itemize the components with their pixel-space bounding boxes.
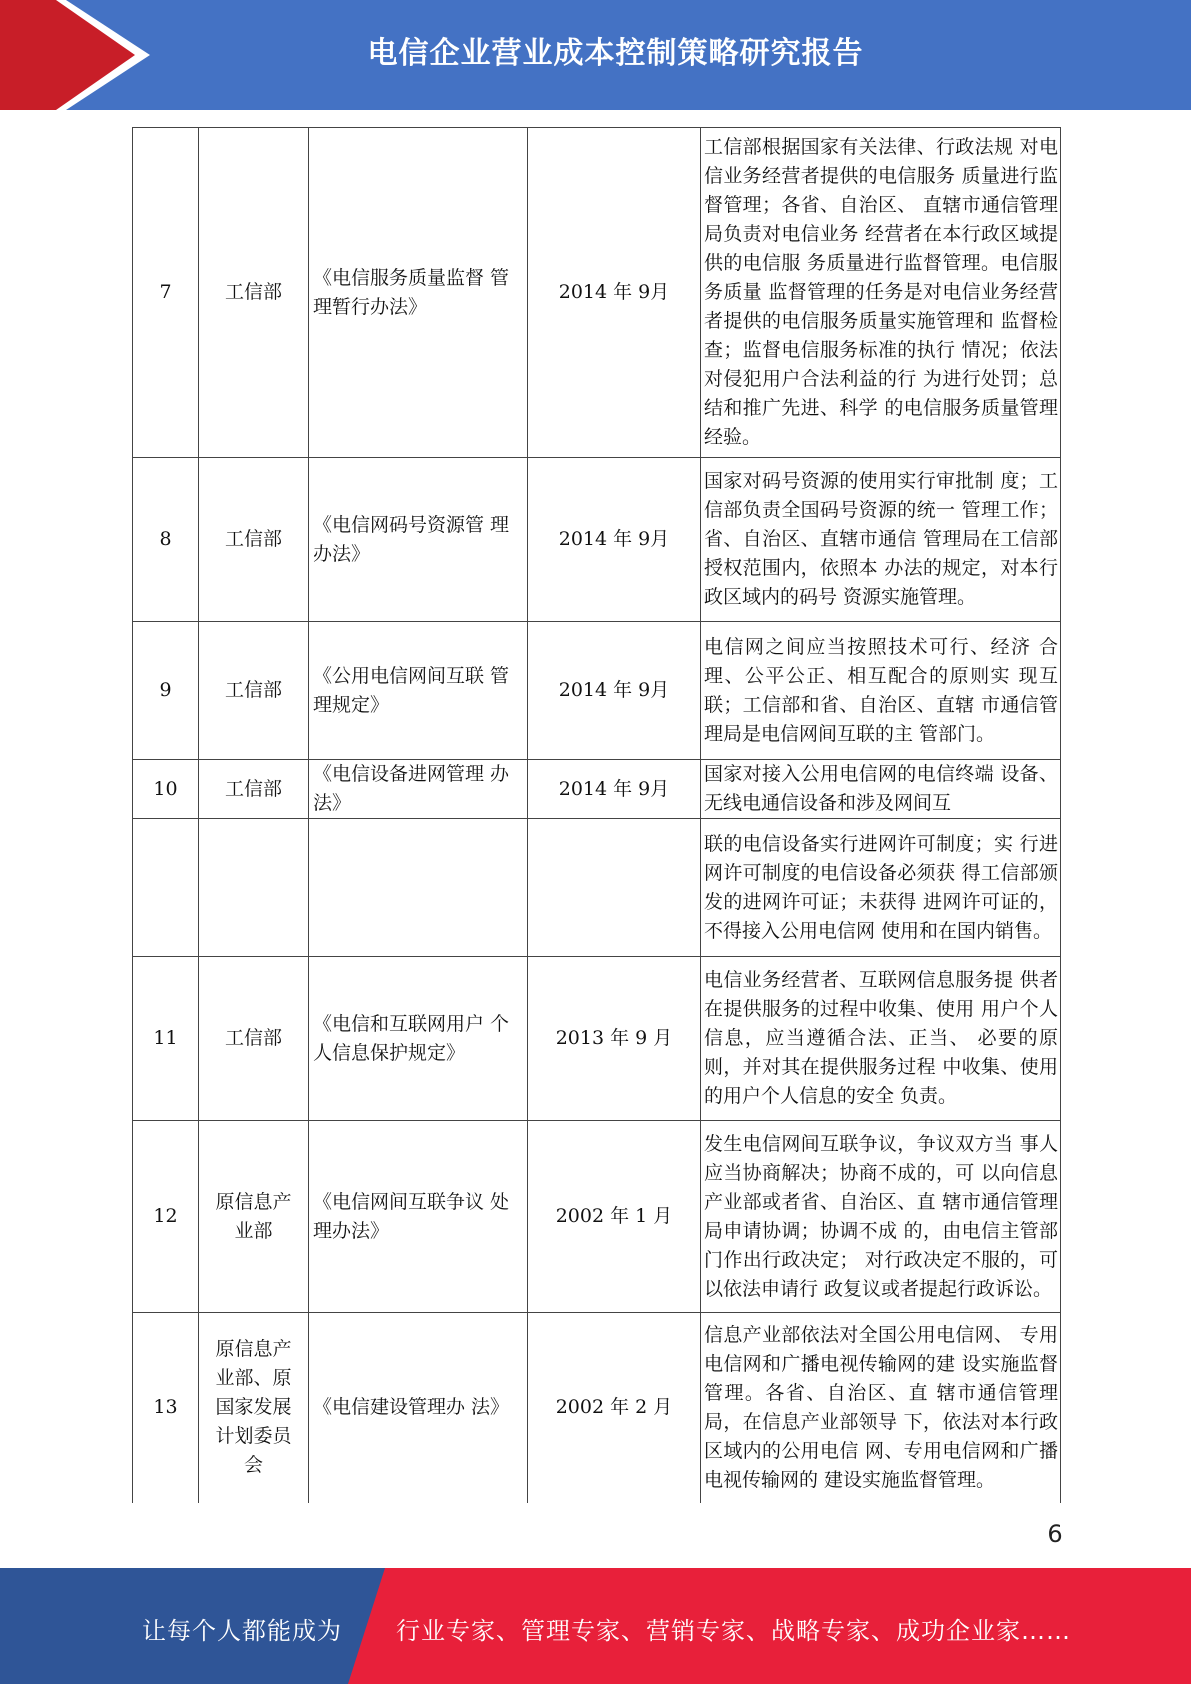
regulation-description: 国家对接入公用电信网的电信终端 设备、无线电通信设备和涉及网间互	[701, 760, 1061, 819]
regulation-description: 电信业务经营者、互联网信息服务提 供者在提供服务的过程中收集、使用 用户个人信息，应当遵循合法、正当、 必要的原则，并对其在提供服务过程 中收集、使用的用户个人信息的安全 负责。	[701, 957, 1061, 1121]
table-row	[133, 1121, 1061, 1313]
regulation-description: 工信部根据国家有关法律、行政法规 对电信业务经营者提供的电信服务 质量进行监督管理；各省、自治区、 直辖市通信管理局负责对电信业务 经营者在本行政区域提供的电信服 务质量进行监督管理。电信服务质量 监督管理的任务是对电信业务经营 者提供的电信服务质量实施管理和 监督检查；监督电信服务标准的执行 情况；依法对侵犯用户合法利益的行 为进行处罚；总结和推广先进、科学 的电信服务质量管理经验。	[701, 128, 1061, 458]
regulations-table	[132, 127, 1061, 1503]
issuing-department: 原信息产业部	[199, 1121, 309, 1313]
row-number: 7	[133, 128, 199, 458]
issuing-department: 原信息产业部、原国家发展计划委员会	[199, 1313, 309, 1503]
issuing-department: 工信部	[199, 128, 309, 458]
page-footer	[0, 1568, 1191, 1684]
regulation-name: 《电信和互联网用户 个人信息保护规定》	[309, 957, 528, 1121]
footer-slogan-right: 行业专家、管理专家、营销专家、战略专家、成功企业家……	[396, 1617, 1071, 1645]
row-number: 12	[133, 1121, 199, 1313]
issue-date: 2014 年 9月	[528, 760, 701, 819]
footer-slogan-left: 让每个人都能成为	[142, 1617, 342, 1645]
regulation-name: 《电信设备进网管理 办法》	[309, 760, 528, 819]
table-row	[133, 128, 1061, 458]
table-row	[133, 957, 1061, 1121]
regulation-description: 联的电信设备实行进网许可制度；实 行进网许可制度的电信设备必须获 得工信部颁发的进网许可证；未获得 进网许可证的，不得接入公用电信网 使用和在国内销售。	[701, 819, 1061, 957]
issue-date: 2002 年 1 月	[528, 1121, 701, 1313]
issuing-department: 工信部	[199, 957, 309, 1121]
issuing-department: 工信部	[199, 622, 309, 760]
issuing-department: 工信部	[199, 458, 309, 622]
issue-date: 2002 年 2 月	[528, 1313, 701, 1503]
row-number	[133, 819, 199, 957]
regulation-name	[309, 819, 528, 957]
row-number: 9	[133, 622, 199, 760]
regulation-name: 《公用电信网间互联 管理规定》	[309, 622, 528, 760]
table-row	[133, 819, 1061, 957]
document-title: 电信企业营业成本控制策略研究报告	[367, 36, 864, 71]
table-row	[133, 622, 1061, 760]
table-row	[133, 458, 1061, 622]
table-row	[133, 760, 1061, 819]
regulation-description: 国家对码号资源的使用实行审批制 度；工信部负责全国码号资源的统一 管理工作；省、自治区、直辖市通信 管理局在工信部授权范围内，依照本 办法的规定，对本行政区域内的码号 资源实施管理。	[701, 458, 1061, 622]
row-number: 8	[133, 458, 199, 622]
regulation-name: 《电信服务质量监督 管理暂行办法》	[309, 128, 528, 458]
issue-date: 2014 年 9月	[528, 128, 701, 458]
issue-date	[528, 819, 701, 957]
issue-date: 2014 年 9月	[528, 622, 701, 760]
issue-date: 2014 年 9月	[528, 458, 701, 622]
row-number: 11	[133, 957, 199, 1121]
regulation-name: 《电信建设管理办 法》	[309, 1313, 528, 1503]
regulation-description: 信息产业部依法对全国公用电信网、 专用电信网和广播电视传输网的建 设实施监督管理。各省、自治区、直 辖市通信管理局，在信息产业部领导 下，依法对本行政区域内的公用电信 网、专用电信网和广播电视传输网的 建设实施监督管理。	[701, 1313, 1061, 1503]
regulation-description: 电信网之间应当按照技术可行、经济 合理、公平公正、相互配合的原则实 现互联；工信部和省、自治区、直辖 市通信管理局是电信网间互联的主 管部门。	[701, 622, 1061, 760]
table-row	[133, 1313, 1061, 1503]
issuing-department: 工信部	[199, 760, 309, 819]
row-number: 13	[133, 1313, 199, 1503]
page-number: 6	[1047, 1520, 1063, 1548]
issuing-department	[199, 819, 309, 957]
row-number: 10	[133, 760, 199, 819]
regulation-description: 发生电信网间互联争议，争议双方当 事人应当协商解决；协商不成的，可 以向信息产业部或者省、自治区、直 辖市通信管理局申请协调；协调不成 的，由电信主管部门作出行政决定； 对行政决定不服的，可以依法申请行 政复议或者提起行政诉讼。	[701, 1121, 1061, 1313]
issue-date: 2013 年 9 月	[528, 957, 701, 1121]
regulation-name: 《电信网间互联争议 处理办法》	[309, 1121, 528, 1313]
page-header	[0, 0, 1191, 110]
regulation-name: 《电信网码号资源管 理办法》	[309, 458, 528, 622]
